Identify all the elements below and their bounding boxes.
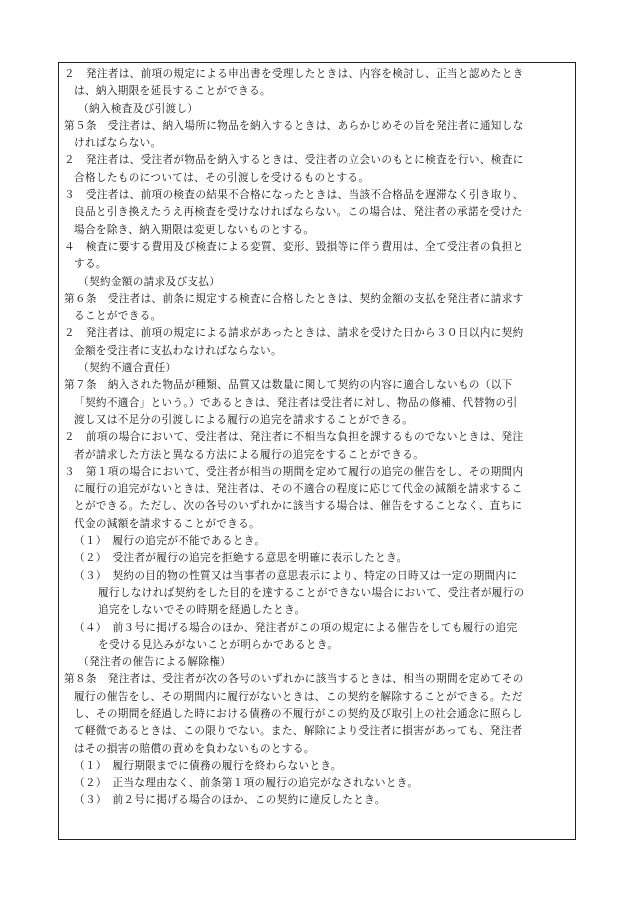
text-line: 場合を除き、納入期限は変更しないものとする。 [74, 223, 315, 236]
text-line: 追完をしないでその時期を経過したとき。 [98, 604, 306, 617]
text-line: ２ 発注者は、受注者が物品を納入するときは、受注者の立会いのもとに検査を行い、検査に [64, 154, 524, 167]
text-line: ３ 受注者は、前項の検査の結果不合格になったときは、当該不合格品を遅滞なく引き取り、 [64, 189, 524, 202]
text-line: （３） 前２号に掲げる場合のほか、この契約に違反したとき。 [74, 794, 386, 807]
text-line: 第７条 納入された物品が種類、品質又は数量に関して契約の内容に適合しないもの（以下 [64, 379, 513, 392]
text-line: 履行の催告をし、その期間内に履行がないときは、この契約を解除することができる。ただ [74, 690, 523, 703]
text-line: ４ 検査に要する費用及び検査による変質、変形、毀損等に伴う費用は、全て受注者の負担と [64, 240, 524, 253]
text-line: 金額を受注者に支払わなければならない。 [74, 344, 282, 357]
text-line: 第８条 発注者は、受注者が次の各号のいずれかに該当するときは、相当の期間を定めてその [64, 673, 524, 686]
text-line: 良品と引き換えたうえ再検査を受けなければならない。この場合は、発注者の承諾を受けた [74, 206, 523, 219]
text-line: する。 [74, 258, 107, 271]
text-line: ２ 前項の場合において、受注者は、発注者に不相当な負担を課するものでないときは、発注 [64, 431, 524, 444]
text-line: 者が請求した方法と異なる方法による履行の追完をすることができる。 [74, 448, 425, 461]
text-line: ３ 第１項の場合において、受注者が相当の期間を定めて履行の追完の催告をし、その期間内 [64, 465, 524, 478]
text-line: ることができる。 [74, 310, 162, 323]
text-line: （契約不適合責任） [78, 362, 177, 375]
text-line: （納入検査及び引渡し） [78, 102, 199, 115]
text-line: （契約金額の請求及び支払） [78, 275, 221, 288]
text-line: （３） 契約の目的物の性質又は当事者の意思表示により、特定の日時又は一定の期間内に [74, 569, 518, 582]
text-line: 代金の減額を請求することができる。 [74, 517, 261, 530]
text-line: に履行の追完がないときは、発注者は、その不適合の程度に応じて代金の減額を請求するこ [74, 483, 523, 496]
contract-text [64, 66, 576, 810]
text-line: を受ける見込みがないことが明らかであるとき。 [98, 638, 339, 651]
text-line: （１） 履行期限までに債務の履行を終わらないとき。 [74, 759, 342, 772]
text-line: 渡し又は不足分の引渡しによる履行の追完を請求することができる。 [74, 413, 414, 426]
text-line: は、納入期限を延長することができる。 [74, 85, 271, 98]
text-line: ２ 発注者は、前項の規定による申出書を受理したときは、内容を検討し、正当と認めたとき [64, 68, 524, 80]
text-line: 合格したものについては、その引渡しを受けるものとする。 [74, 171, 370, 184]
text-line: （４） 前３号に掲げる場合のほか、発注者がこの項の規定による催告をしても履行の追完 [74, 621, 518, 634]
text-line: 履行しなければ契約をした目的を達することができない場合において、受注者が履行の [98, 586, 525, 599]
text-line: （２） 正当な理由なく、前条第１項の履行の追完がなされないとき。 [74, 777, 419, 790]
text-line: て軽微であるときは、この限りでない。また、解除により受注者に損害があっても、発注者 [74, 725, 523, 738]
text-line: （発注者の催告による解除権） [78, 656, 232, 669]
text-line: ２ 発注者は、前項の規定による請求があったときは、請求を受けた日から３０日以内に契約 [64, 327, 524, 340]
text-line: 「契約不適合」という。）であるときは、発注者は受注者に対し、物品の修補、代替物の引 [74, 396, 518, 409]
text-line: 第５条 受注者は、納入場所に物品を納入するときは、あらかじめその旨を発注者に通知しな [64, 119, 524, 132]
text-line: （２） 受注者が履行の追完を拒絶する意思を明確に表示したとき。 [74, 552, 408, 565]
text-line: はその損害の賠償の責めを負わないものとする。 [74, 742, 315, 755]
text-line: 第６条 受注者は、前条に規定する検査に合格したときは、契約金額の支払を発注者に請求す [64, 292, 524, 305]
text-line: とができる。ただし、次の各号のいずれかに該当する場合は、催告をすることなく、直ちに [74, 500, 523, 513]
text-line: ければならない。 [74, 137, 162, 150]
text-line: し、その期間を経過した時における債務の不履行がこの契約及び取引上の社会通念に照らし [74, 707, 523, 720]
text-line: （１） 履行の追完が不能であるとき。 [74, 535, 266, 548]
